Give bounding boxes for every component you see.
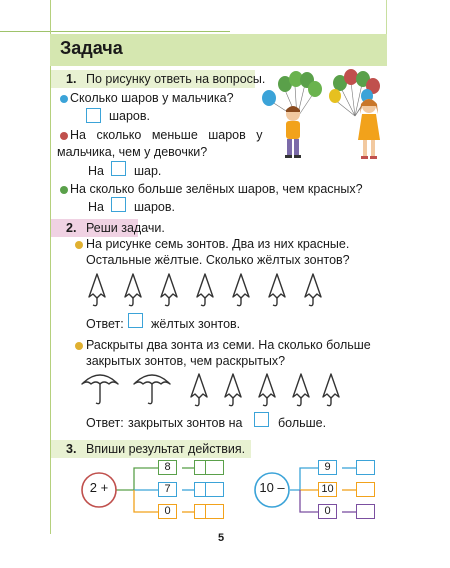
task2-answer1-unit: жёлтых зонтов. bbox=[151, 317, 241, 331]
task1-q3-unit: шаров. bbox=[134, 200, 175, 214]
closed-umbrellas-row bbox=[80, 270, 340, 310]
value-box: 0 bbox=[318, 504, 337, 519]
balloon-yellow-icon bbox=[329, 89, 341, 103]
result-box[interactable] bbox=[205, 460, 224, 475]
result-box[interactable] bbox=[205, 504, 224, 519]
value-box: 0 bbox=[158, 504, 177, 519]
result-box[interactable] bbox=[205, 482, 224, 497]
closed-umbrella-icon bbox=[269, 274, 285, 306]
value-box: 9 bbox=[318, 460, 337, 475]
task1-question2-line1: На сколько меньше шаров у bbox=[70, 128, 263, 142]
balloon-blue-icon bbox=[262, 90, 276, 106]
result-box[interactable] bbox=[356, 460, 375, 475]
left-operation-label: 2 + bbox=[89, 480, 109, 495]
task1-question3: На сколько больше зелёных шаров, чем красных? bbox=[70, 182, 363, 196]
task2-answer2-unit: больше. bbox=[278, 416, 327, 430]
closed-umbrella-icon bbox=[225, 374, 241, 406]
closed-umbrella-icon bbox=[197, 274, 213, 306]
task1-question1: Сколько шаров у мальчика? bbox=[70, 91, 234, 105]
bullet-green-icon bbox=[60, 186, 68, 194]
children-with-balloons-illustration bbox=[255, 66, 390, 166]
closed-umbrella-icon bbox=[293, 374, 309, 406]
value-box: 10 bbox=[318, 482, 337, 497]
closed-umbrella-icon bbox=[323, 374, 339, 406]
closed-umbrella-icon bbox=[125, 274, 141, 306]
bullet-yellow-icon bbox=[75, 241, 83, 249]
task2-number: 2. bbox=[66, 221, 77, 235]
task2-problem2-line2: закрытых зонтов, чем раскрытых? bbox=[86, 354, 286, 368]
header-right-rule bbox=[386, 0, 387, 34]
open-and-closed-umbrellas-row bbox=[78, 368, 348, 410]
task2-answer1-label: Ответ: bbox=[86, 317, 124, 331]
answer-box[interactable] bbox=[254, 412, 269, 427]
result-box[interactable] bbox=[356, 504, 375, 519]
task1-number: 1. bbox=[66, 72, 77, 86]
answer-box[interactable] bbox=[128, 313, 143, 328]
task2-problem1-line1: На рисунке семь зонтов. Два из них красные. bbox=[86, 237, 350, 251]
balloon-red-icon bbox=[344, 69, 358, 85]
task1-q1-unit: шаров. bbox=[109, 109, 150, 123]
closed-umbrella-icon bbox=[89, 274, 105, 306]
closed-umbrella-icon bbox=[191, 374, 207, 406]
task1-q3-prefix: На bbox=[88, 200, 104, 214]
page-title: Задача bbox=[60, 38, 123, 58]
answer-box[interactable] bbox=[111, 197, 126, 212]
value-box: 8 bbox=[158, 460, 177, 475]
task3-intro: Впиши результат действия. bbox=[86, 442, 246, 456]
task1-q2-prefix: На bbox=[88, 164, 104, 178]
result-box[interactable] bbox=[356, 482, 375, 497]
balloon-green-icon bbox=[308, 81, 322, 97]
closed-umbrella-icon bbox=[161, 274, 177, 306]
task3-number: 3. bbox=[66, 442, 77, 456]
task2-problem2-line1: Раскрыты два зонта из семи. На сколько больше bbox=[86, 338, 371, 352]
page-number: 5 bbox=[218, 532, 225, 544]
answer-box[interactable] bbox=[111, 161, 126, 176]
task2-answer2-label: Ответ: bbox=[86, 416, 124, 430]
task2-intro: Реши задачи. bbox=[86, 221, 165, 235]
task1-q2-unit: шар. bbox=[134, 164, 162, 178]
bullet-red-icon bbox=[60, 132, 68, 140]
value-box: 7 bbox=[158, 482, 177, 497]
task2-answer2-mid: закрытых зонтов на bbox=[128, 416, 243, 430]
task2-problem1-line2: Остальные жёлтые. Сколько жёлтых зонтов? bbox=[86, 253, 350, 267]
closed-umbrella-icon bbox=[259, 374, 275, 406]
bullet-yellow-icon bbox=[75, 342, 83, 350]
open-umbrella-icon bbox=[134, 375, 170, 404]
task1-intro: По рисунку ответь на вопросы. bbox=[86, 72, 266, 86]
top-rule bbox=[0, 31, 230, 32]
closed-umbrella-icon bbox=[233, 274, 249, 306]
closed-umbrella-icon bbox=[305, 274, 321, 306]
open-umbrella-icon bbox=[82, 375, 118, 404]
bullet-blue-icon bbox=[60, 95, 68, 103]
right-operation-label: 10 – bbox=[259, 480, 285, 495]
task1-question2-line2: мальчика, чем у девочки? bbox=[57, 145, 208, 159]
answer-box[interactable] bbox=[86, 108, 101, 123]
